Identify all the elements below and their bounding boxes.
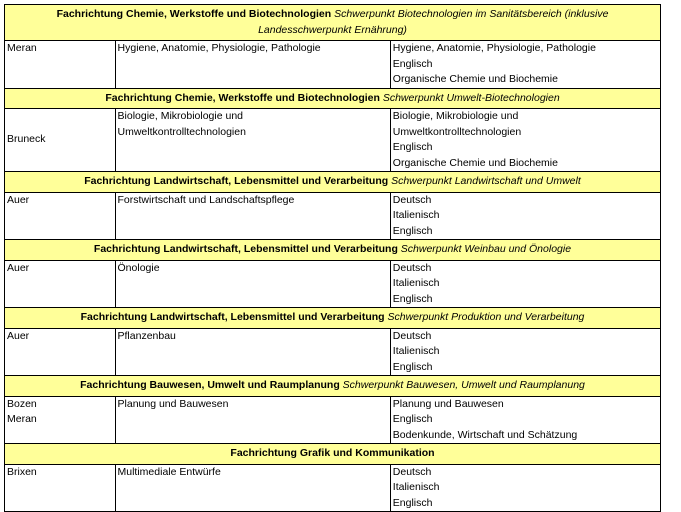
section-title: Fachrichtung Bauwesen, Umwelt und Raumplanung	[80, 379, 340, 391]
exam-line: Deutsch	[392, 261, 432, 274]
subjects-table	[4, 4, 661, 512]
place-line: Meran	[7, 42, 37, 54]
place-cell	[5, 109, 116, 172]
exam-line: Englisch	[392, 141, 433, 153]
section-header	[5, 88, 661, 109]
section-title: Fachrichtung Grafik und Kommunikation	[230, 447, 435, 459]
section-header-row	[5, 88, 661, 109]
exam-line: Deutsch	[392, 465, 432, 478]
exam-cell	[390, 396, 660, 444]
exam-line: Organische Chemie und Biochemie	[392, 73, 558, 85]
exam-line: Bodenkunde, Wirtschaft und Schätzung	[392, 428, 578, 441]
section-header	[5, 5, 661, 41]
section-subtitle: Schwerpunkt Biotechnologien im Sanitätsbereich (inklusive Landesschwerpunkt Ernährung)	[258, 8, 609, 36]
place-line: Auer	[7, 329, 30, 342]
exam-line: Biologie, Mikrobiologie und	[392, 110, 519, 122]
subject-cell	[115, 41, 390, 89]
exam-line: Italienisch	[392, 345, 440, 357]
section-header-row	[5, 240, 661, 261]
table-row	[5, 396, 661, 444]
place-cell	[5, 41, 116, 89]
section-subtitle: Schwerpunkt Produktion und Verarbeitung	[387, 311, 585, 323]
section-title: Fachrichtung Landwirtschaft, Lebensmittel und Verarbeitung	[84, 175, 389, 187]
exam-line: Italienisch	[392, 209, 440, 221]
place-line: Brixen	[7, 465, 37, 478]
section-header	[5, 376, 661, 397]
subject-line: Pflanzenbau	[117, 329, 176, 342]
exam-line: Hygiene, Anatomie, Physiologie, Pathologie	[392, 42, 596, 54]
place-line: Bozen	[7, 397, 37, 410]
subject-cell	[115, 396, 390, 444]
table-row	[5, 109, 661, 172]
section-title: Fachrichtung Chemie, Werkstoffe und Biotechnologien	[105, 91, 380, 104]
section-header-row	[5, 172, 661, 193]
exam-line: Umweltkontrolltechnologien	[392, 125, 522, 138]
subject-cell	[115, 464, 390, 512]
section-title: Fachrichtung Landwirtschaft, Lebensmittel und Verarbeitung	[80, 311, 385, 323]
subject-cell	[115, 260, 390, 308]
subject-cell	[115, 109, 390, 172]
exam-line: Deutsch	[392, 329, 432, 342]
exam-line: Organische Chemie und Biochemie	[392, 156, 558, 169]
section-title: Fachrichtung Landwirtschaft, Lebensmittel und Verarbeitung	[93, 243, 398, 255]
exam-line: Englisch	[392, 224, 433, 237]
table-row	[5, 41, 661, 89]
table-row	[5, 464, 661, 512]
table-body	[5, 5, 661, 512]
document-page	[4, 4, 661, 512]
subject-cell	[115, 328, 390, 376]
place-cell	[5, 396, 116, 444]
subject-line: Biologie, Mikrobiologie und	[117, 110, 244, 122]
section-header-row	[5, 444, 661, 465]
subject-line: Önologie	[117, 261, 160, 274]
exam-line: Englisch	[392, 292, 433, 305]
section-subtitle: Schwerpunkt Bauwesen, Umwelt und Raumplanung	[342, 379, 585, 391]
exam-cell	[390, 328, 660, 376]
exam-cell	[390, 192, 660, 240]
place-line: Auer	[7, 261, 30, 274]
place-cell	[5, 328, 116, 376]
exam-line: Englisch	[392, 57, 433, 70]
section-header-row	[5, 5, 661, 41]
subject-line: Forstwirtschaft und Landschaftspflege	[117, 193, 295, 206]
exam-line: Italienisch	[392, 277, 440, 289]
subject-cell	[115, 192, 390, 240]
section-header	[5, 172, 661, 193]
table-row	[5, 192, 661, 240]
section-header-row	[5, 376, 661, 397]
place-cell	[5, 260, 116, 308]
table-row	[5, 328, 661, 376]
exam-line: Englisch	[392, 413, 433, 425]
place-cell	[5, 192, 116, 240]
place-line: Bruneck	[7, 133, 46, 146]
subject-line: Multimediale Entwürfe	[117, 465, 221, 478]
section-header-row	[5, 308, 661, 329]
exam-line: Englisch	[392, 496, 433, 509]
exam-line: Planung und Bauwesen	[392, 397, 504, 410]
exam-cell	[390, 260, 660, 308]
section-header	[5, 308, 661, 329]
section-title: Fachrichtung Chemie, Werkstoffe und Biotechnologien	[56, 8, 332, 20]
section-subtitle: Schwerpunkt Weinbau und Önologie	[400, 243, 572, 255]
subject-line: Umweltkontrolltechnologien	[117, 125, 246, 138]
place-line: Auer	[7, 193, 30, 206]
section-header	[5, 444, 661, 465]
subject-line: Hygiene, Anatomie, Physiologie, Pathologie	[117, 42, 321, 54]
section-subtitle: Schwerpunkt Landwirtschaft und Umwelt	[391, 175, 581, 187]
exam-line: Italienisch	[392, 481, 440, 493]
place-line: Meran	[7, 413, 37, 425]
place-cell	[5, 464, 116, 512]
exam-cell	[390, 464, 660, 512]
table-row	[5, 260, 661, 308]
exam-cell	[390, 109, 660, 172]
section-header	[5, 240, 661, 261]
subject-line: Planung und Bauwesen	[117, 397, 229, 410]
section-subtitle: Schwerpunkt Umwelt-Biotechnologien	[382, 91, 560, 104]
exam-line: Deutsch	[392, 193, 432, 206]
exam-cell	[390, 41, 660, 89]
exam-line: Englisch	[392, 360, 433, 373]
